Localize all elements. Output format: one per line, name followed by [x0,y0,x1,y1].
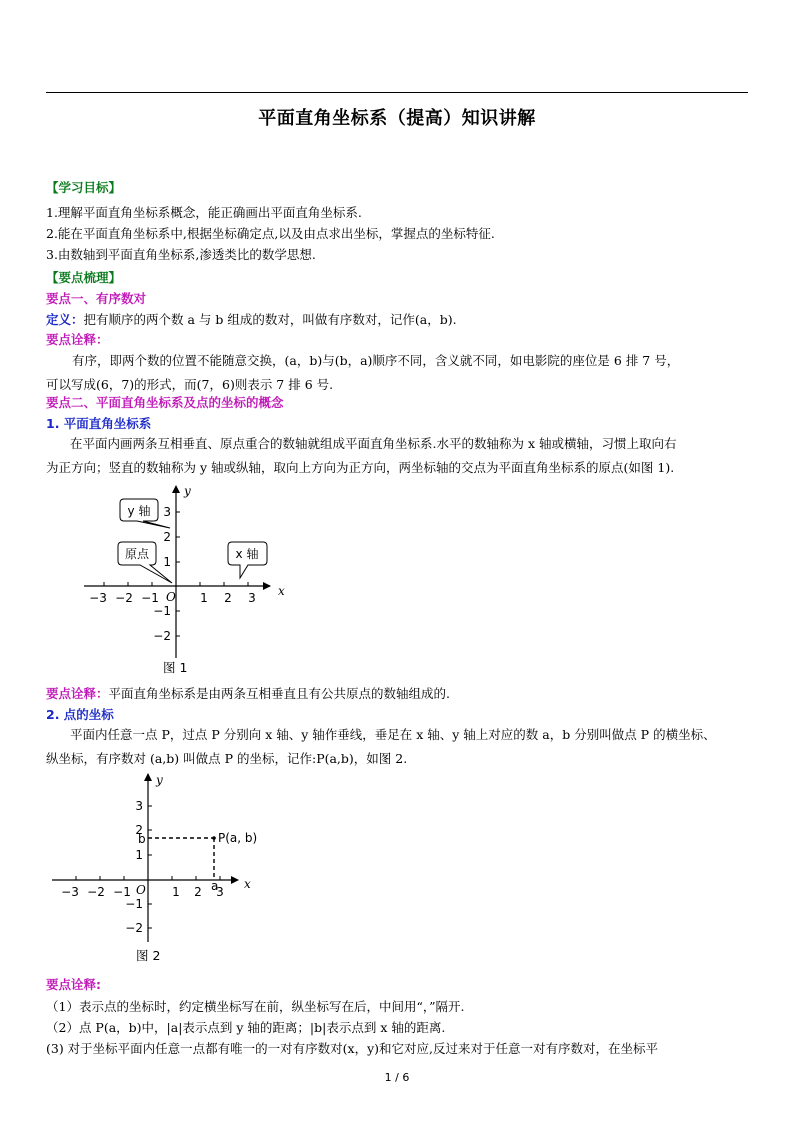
note1-label: 要点诠释： [46,686,109,701]
point1-note-label: 要点诠释： [46,332,109,347]
fig1-y-tick: 2 [163,530,171,544]
fig2-x-tick: −2 [87,885,105,899]
sub1-paragraph [46,432,756,480]
point1-note-paragraph [46,349,756,397]
sub1-line2: 为正方向；竖直的数轴称为 y 轴或纵轴，取向上方向为正方向，两坐标轴的交点为平面直角坐标系的原点(如图 1). [46,460,675,475]
point2-heading: 要点二、平面直角坐标系及点的坐标的概念 [46,395,284,410]
fig1-y-axis-label: y [184,484,191,498]
fig1-x-tick: −3 [89,591,107,605]
figure-2 [0,768,794,948]
fig1-x-tick: 3 [248,591,256,605]
objective-item-2: 2.能在平面直角坐标系中,根据坐标确定点,以及由点求出坐标，掌握点的坐标特征. [46,226,495,241]
point1-note-line2: 可以写成(6，7)的形式，而(7，6)则表示 7 排 6 号. [46,377,334,392]
fig2-y-tick: −2 [125,921,143,935]
fig1-x-axis-label: x [278,584,285,598]
fig1-y-tick: 1 [163,555,171,569]
fig1-y-tick: −1 [153,604,171,618]
fig2-x-tick: −3 [61,885,79,899]
sub1-heading: 1. 平面直角坐标系 [46,416,152,431]
fig2-y-tick: 2 [135,823,143,837]
definition-line [46,313,457,327]
fig1-callout-origin-text: 原点 [124,547,150,561]
point1-note-line1: 有序，即两个数的位置不能随意交换，(a，b)与(b，a)顺序不同，含义就不同，如电影院的座位是 6 排 7 号， [72,353,680,368]
fig1-y-tick: 3 [163,505,171,519]
fig1-x-tick: 1 [200,591,208,605]
sub2-paragraph [46,723,756,771]
fig2-x-tick: 2 [194,885,202,899]
summary-heading: 【要点梳理】 [46,270,122,285]
fig1-callout-y-text: y 轴 [127,504,151,518]
fig2-point-p [212,836,216,840]
fig1-origin-label: O [166,590,176,604]
note2-item-3: (3) 对于坐标平面内任意一点都有唯一的一对有序数对(x，y)和它对应,反过来对于任意一对有序数对，在坐标平 [46,1041,659,1056]
objective-item-3: 3.由数轴到平面直角坐标系,渗透类比的数学思想. [46,247,316,262]
fig1-x-tick: 2 [224,591,232,605]
note2-item-1: （1）表示点的坐标时，约定横坐标写在前，纵坐标写在后，中间用“，”隔开. [46,999,465,1014]
fig2-a-label: a [211,879,219,893]
fig2-origin-label: O [136,883,146,897]
sub2-heading: 2. 点的坐标 [46,707,114,722]
note2-label: 要点诠释: [46,977,101,992]
objective-item-1: 1.理解平面直角坐标系概念，能正确画出平面直角坐标系. [46,205,362,220]
sub2-line1: 平面内任意一点 P，过点 P 分别向 x 轴、y 轴作垂线，垂足在 x 轴、y 轴上对应的数 a，b 分别叫做点 P 的横坐标、 [70,727,716,742]
definition-label: 定义： [46,312,84,327]
sub2-line2: 纵坐标，有序数对 (a,b) 叫做点 P 的坐标，记作:P(a,b)，如图 2. [46,751,408,766]
fig2-y-tick: 3 [135,799,143,813]
fig2-x-axis-label: x [244,877,251,891]
fig2-x-tick: −1 [113,885,131,899]
fig2-y-tick: −1 [125,897,143,911]
note1-line [46,687,450,701]
fig2-y-axis-label: y [156,773,163,787]
fig2-caption: 图 2 [136,948,161,963]
fig2-b-label: b [138,832,146,846]
page-number: 1 / 6 [384,1071,410,1084]
figure-1 [0,480,794,680]
fig2-y-tick: 1 [135,848,143,862]
header-rule [46,92,748,93]
fig1-x-tick: −2 [115,591,133,605]
fig2-point-label: P(a, b) [218,831,258,845]
definition-text: 把有顺序的两个数 a 与 b 组成的数对，叫做有序数对，记作(a，b). [83,312,457,327]
objectives-heading: 【学习目标】 [46,180,122,195]
fig2-x-tick: 1 [172,885,180,899]
note1-text: 平面直角坐标系是由两条互相垂直且有公共原点的数轴组成的. [108,686,450,701]
fig1-x-tick: −1 [141,591,159,605]
point1-heading: 要点一、有序数对 [46,291,147,306]
fig1-y-tick: −2 [153,629,171,643]
sub1-line1: 在平面内画两条互相垂直、原点重合的数轴就组成平面直角坐标系.水平的数轴称为 x 轴或横轴，习惯上取向右 [70,436,677,451]
note2-item-2: （2）点 P(a，b)中，|a|表示点到 y 轴的距离；|b|表示点到 x 轴的距离. [46,1020,446,1035]
fig2-x-tick: 3 [216,885,224,899]
fig1-caption: 图 1 [163,660,188,675]
page-title: 平面直角坐标系（提高）知识讲解 [258,108,536,129]
fig1-callout-x-text: x 轴 [235,547,259,561]
